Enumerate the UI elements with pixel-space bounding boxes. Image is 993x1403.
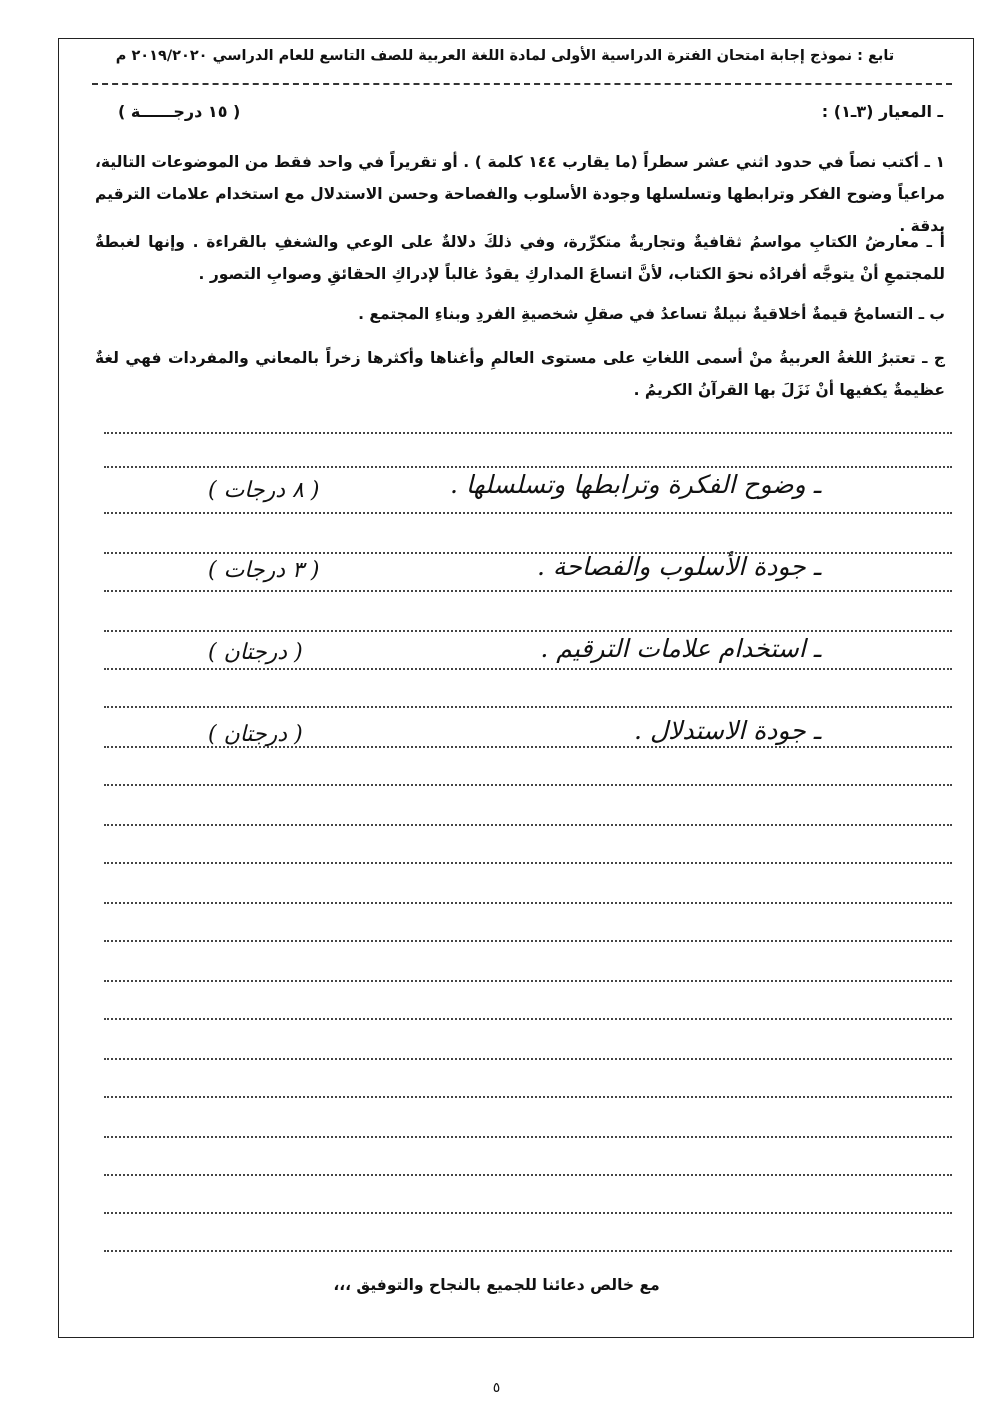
rubric-item-reasoning: ـ جودة الاستدلال . (634, 716, 821, 745)
answer-line (104, 1018, 952, 1020)
question-prompt: ١ ـ أكتب نصاً في حدود اثني عشر سطراً (ما يقارب ١٤٤ كلمة ) . أو تقريراً في واحد فقط من الموضوعات التالية، مراعياً وضوح الفكر وترابطها وتسلسلها وجودة الأسلوب والفصاحة وحسن الاستدلال مع استخدام علامات الترقيم بدقة . (95, 153, 945, 235)
answer-line (104, 980, 952, 982)
answer-line (104, 590, 952, 592)
header-divider (92, 83, 952, 85)
topic-option-a: أ ـ معارضُ الكتابِ مواسمُ ثقافيةٌ وتجاريةٌ متكرِّرة، وفي ذلكَ دلالةٌ على الوعي والشغفِ بالقراءة . وإنها لغبطةٌ للمجتمعِ أنْ يتوجَّه أفرادُه نحوَ الكتاب، لأنَّ اتساعَ المداركِ يقودُ غالباً لإدراكِ الحقائقِ وصوابِ التصور . (95, 233, 945, 283)
answer-line (104, 466, 952, 468)
answer-line (104, 630, 952, 632)
answer-line (104, 668, 952, 670)
rubric-grade-style: ( ٣ درجات ) (208, 558, 320, 583)
rubric-grade-punctuation: ( درجتان ) (208, 640, 303, 665)
criterion-points: ( ١٥ درجــــــة ) (118, 102, 241, 121)
rubric-grade-reasoning: ( درجتان ) (208, 722, 303, 747)
answer-line (104, 432, 952, 434)
answer-line (104, 1096, 952, 1098)
answer-line (104, 1212, 952, 1214)
topic-option-c: ج ـ تعتبرُ اللغةُ العربيةُ منْ أسمى اللغاتِ على مستوى العالمِ وأغناها وأكثرها زخراً بالمعاني والمفردات فهي لغةٌ عظيمةٌ يكفيها أنْ نَزَلَ بها القرآنُ الكريمُ . (95, 349, 945, 399)
criterion-label: ـ المعيار (٣ـ١) : (821, 102, 943, 121)
answer-line (104, 1174, 952, 1176)
answer-line (104, 824, 952, 826)
answer-line (104, 552, 952, 554)
page-number: ٥ (492, 1380, 501, 1396)
answer-line (104, 1250, 952, 1252)
answer-line (104, 862, 952, 864)
answer-line (104, 940, 952, 942)
rubric-item-clarity: ـ وضوح الفكرة وترابطها وتسلسلها . (450, 470, 821, 499)
answer-line (104, 902, 952, 904)
page-header: تابع : نموذج إجابة امتحان الفترة الدراسية الأولى لمادة اللغة العربية للصف التاسع للعام الدراسي ٢٠١٩/٢٠٢٠ م (115, 48, 895, 64)
answer-line (104, 1136, 952, 1138)
closing-note: مع خالص دعائنا للجميع بالنجاح والتوفيق ،،، (333, 1276, 660, 1294)
rubric-item-style: ـ جودة الأسلوب والفصاحة . (537, 552, 821, 581)
answer-line (104, 512, 952, 514)
answer-line (104, 784, 952, 786)
rubric-item-punctuation: ـ استخدام علامات الترقيم . (540, 634, 821, 663)
answer-line (104, 706, 952, 708)
answer-line (104, 1058, 952, 1060)
topic-option-b: ب ـ التسامحُ قيمةٌ أخلاقيةٌ نبيلةٌ تساعدُ في صقلِ شخصيةِ الفردِ وبناءِ المجتمع . (358, 305, 945, 323)
rubric-grade-clarity: ( ٨ درجات ) (208, 478, 320, 503)
